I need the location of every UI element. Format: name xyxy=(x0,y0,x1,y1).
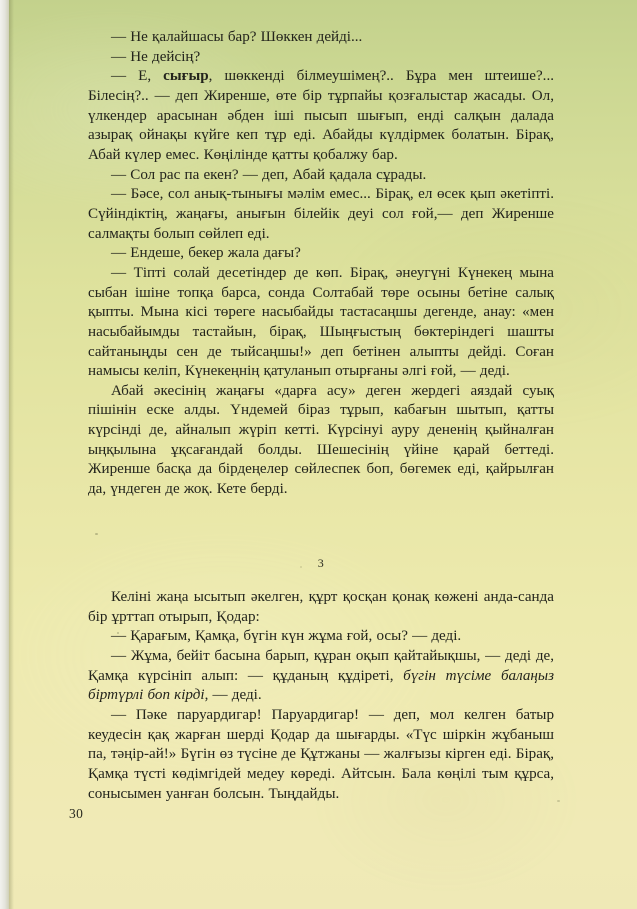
paragraph-text: — Жұма, бейіт басына барып, құран оқып қайтайықшы, — деді де, Қамқа күрсініп алып: — құданың құдіреті, xyxy=(88,647,554,684)
body-text-section-two xyxy=(88,588,554,804)
scan-speck xyxy=(557,800,560,802)
paragraph xyxy=(88,67,554,165)
scan-left-edge xyxy=(0,0,9,909)
italic-run: бүгін түсіме балаңыз біртүрлі боп кірді xyxy=(88,667,554,704)
paragraph: Келіні жаңа ысытып әкелген, құрт қосқан қонақ көжені анда-санда бір ұрттап отырып, Қодар: xyxy=(88,589,554,625)
scan-edge-shadow xyxy=(9,0,14,909)
bold-run: сығыр xyxy=(163,68,209,85)
body-text-section-one xyxy=(88,28,554,500)
paragraph xyxy=(88,647,554,706)
paragraph: — Не қалайшасы бар? Шөккен дейді... xyxy=(111,29,363,45)
paragraph: — Тіпті солай десетіндер де көп. Бірақ, әнеугүні Күнекең мына сыбан ішіне топқа барса, сонда Солтабай төре осыны бетіне салық қыпты. Мына кісі төреге насыбайды тастасаңшы дегенде, анау: «мен насыбайымды тастайын, бірақ, Шыңғыстың бөктеріндегі шашты сайтаныңды сен де тыйсаңшы!» деп бетінен алыпты дейді. Соған намысы келіп, Күнекеңнің қатуланып отырғаны әлгі ғой, — деді. xyxy=(88,264,554,380)
paragraph: — Ендеше, бекер жала дағы? xyxy=(111,245,301,262)
paragraph: — Қарағым, Қамқа, бүгін күн жұма ғой, осы? — деді. xyxy=(111,628,462,645)
page-number: 30 xyxy=(69,806,84,821)
paragraph: Абай әкесінің жаңағы «дарға асу» деген жердегі аяздай суық пішінін еске алды. Үндемей біраз тұрып, кабағын шытып, қатты күрсінді де, айналып жүріп кетті. Күрсінуі ауру дененің қыйналған ыңқылына ұқсағандай болды. Шешесінің үйіне қарай беттеді. Жиренше басқа да бірдеңелер сөйлеспек боп, бөгемек еді, қайрылған да, үндеген де жоқ. Кете берді. xyxy=(88,382,554,498)
section-divider-number: 3 xyxy=(317,556,325,570)
paragraph: — Сол рас па екен? — деп, Абай қадала сұрады. xyxy=(111,166,427,183)
scan-speck xyxy=(95,533,98,535)
paragraph: — Пәке паруардигар! Паруардигар! — деп, мол келген батыр кеудесін қақ жарған шерді Қодар да шығарды. «Түс шіркін жұбаныш па, тәңір-ай!» Бүгін өз түсіне де Құтжаны — жалғызы кірген еді. Бірақ, Қамқа түсті көдімгідей медеу көреді. Айтсын. Бала көңілі тым құрса, сонысымен уанған болсын. Тыңдайды. xyxy=(88,706,554,802)
paragraph-tail: , — деді. xyxy=(204,687,262,704)
paragraph: — Бәсе, сол анық-тынығы мәлім емес... Бірақ, ел өсек қып әкетіпті. Сүйіндіктің, жаңағы, анығын білейік деуі сол ғой,— деп Жиренше салмақты болып сөйлеп еді. xyxy=(88,186,554,242)
paragraph-text: — Е, сығыр, шөккенді білмеушімең?.. Бұра мен штеише?... Білесің?.. — деп Жиренше, өте бір тұрпайы қозғалыстар жасады. Ол, үлкендер арасынан әбден іші пысып шығып, енді салқын далада азырақ ойнақы күйге кеп тұр еді. Абайды күлдірмек болатын. Бірақ, Абай күлер емес. Көңілінде қатты қобалжу бар. xyxy=(88,68,555,163)
paragraph: — Не дейсің? xyxy=(111,48,201,65)
